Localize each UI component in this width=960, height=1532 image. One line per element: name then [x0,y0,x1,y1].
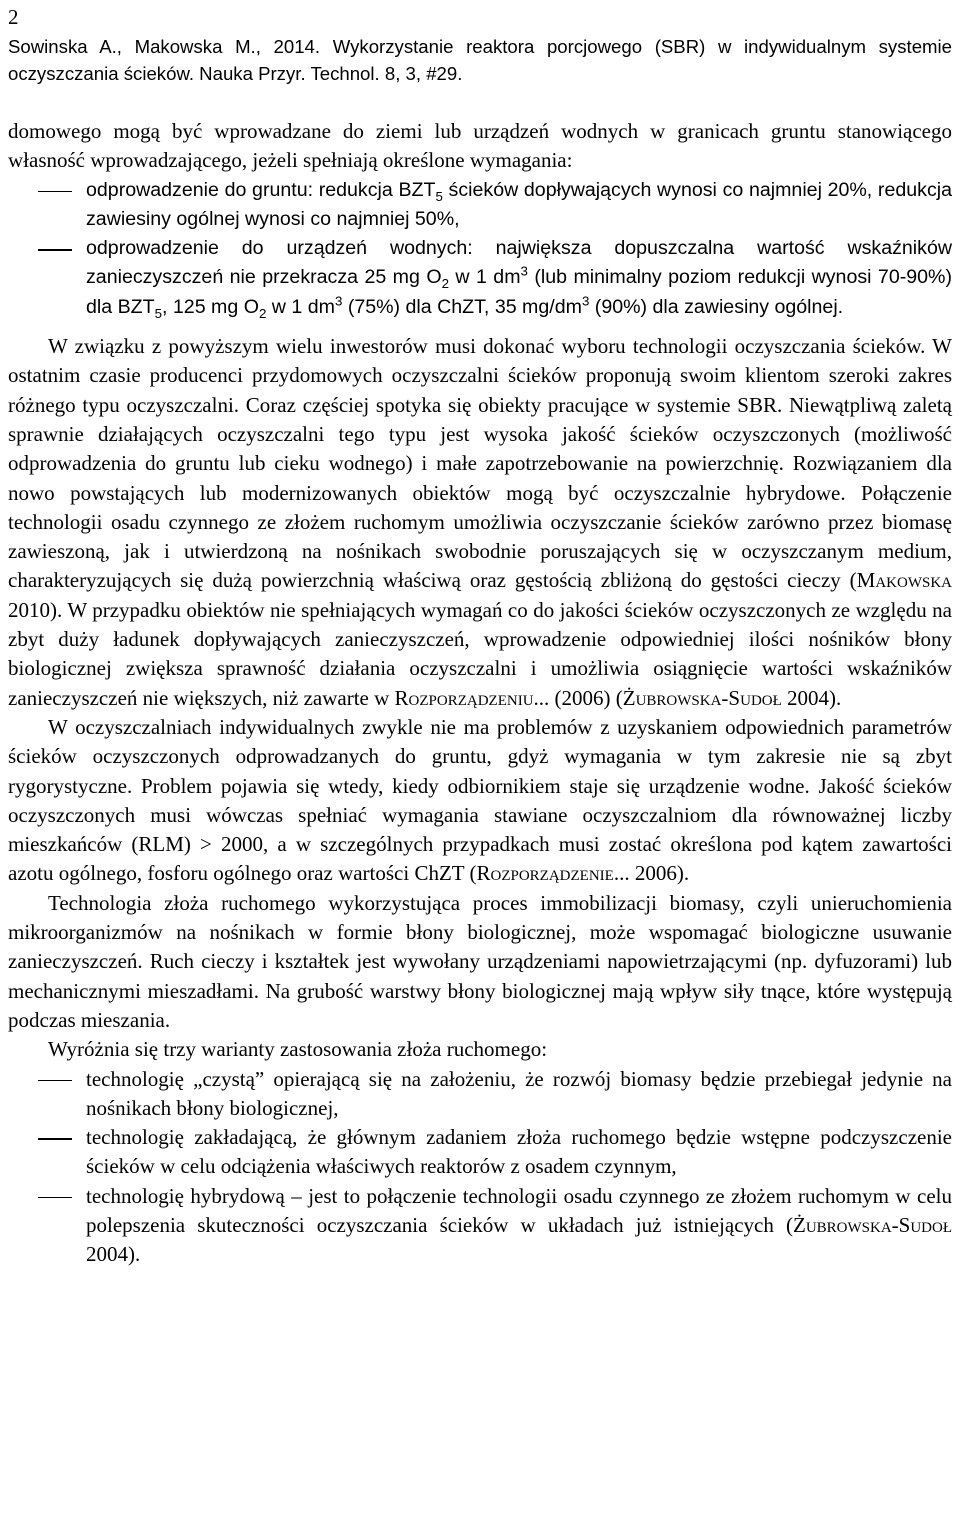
text-run: (75%) dla ChZT, 35 mg/dm [342,295,582,318]
paragraph-technology-choice [8,332,952,713]
text-run: odprowadzenie do gruntu: redukcja BZT [86,178,436,201]
citation: Żubrowska-Sudoł [793,1212,952,1237]
citation: Żubrowska-Sudoł [622,685,782,710]
text-run: ... (2006) ( [533,685,623,710]
text-run: (lub minimalny poziom redukcji wynosi 70-90%) dla BZT [86,266,952,318]
text-run: odprowadzenie do urządzeń wodnych: największa dopuszczalna wartość wskaźników zanieczyszczeń nie przekracza 25 mg O [86,237,952,289]
citation: Rozporządzenie [476,861,614,886]
superscript: 3 [334,293,343,309]
text-run: technologię hybrydową – jest to połączenie technologii osadu czynnego ze złożem ruchomym w celu polepszenia skuteczności oczyszczania ścieków w układach już istniejących ( [86,1183,952,1237]
text-run: W związku z powyższym wielu inwestorów musi dokonać wyboru technologii oczyszczania ścieków. W ostatnim czasie producenci przydomowych oczyszczalni ścieków proponują swoim klientom szeroki zakres różnego typu oczyszczalni. Coraz częściej spotyka się obiekty pracujące w systemie SBR. Niewątpliwą zaletą sprawnie działających oczyszczalni tego typu jest wysoka jakość ścieków oczyszczonych (możliwość odprowadzenia do gruntu lub cieku wodnego) i małe zapotrzebowanie na powierzchnię. Rozwiązaniem dla nowo powstających lub modernizowanych obiektów mogą być oczyszczalnie hybrydowe. Połączenie technologii osadu czynnego ze złożem ruchomym umożliwia oczyszczanie ścieków zarówno przez biomasę zawieszoną, jak i utwierdzoną na nośnikach swobodnie poruszających się w oczyszczanym medium, charakteryzujących się dużą powierzchnią właściwą oraz gęstością zbliżoną do gęstości cieczy ( [8,334,952,593]
text-run: ścieków dopływających wynosi co najmniej 20%, redukcja zawiesiny ogólnej wynosi co najmniej 50%, [86,178,952,230]
paragraph-variants-intro: Wyróżnia się trzy warianty zastosowania złoża ruchomego: [48,1037,548,1062]
text-run: 2004). [86,1242,141,1267]
text-run: , 125 mg O [162,295,259,318]
paragraph-intro: domowego mogą być wprowadzane do ziemi lub urządzeń wodnych w granicach gruntu stanowiącego własność wprowadzającego, jeżeli spełniają określone wymagania: [8,119,952,173]
text-run: w 1 dm [266,295,335,318]
text-run: 2004). [781,685,842,710]
variant-item: technologię „czystą” opierającą się na założeniu, że rozwój biomasy będzie przebiegał jedynie na nośnikach błony biologicznej, [8,1065,952,1124]
paragraph-individual-plants [8,713,952,889]
page-number: 2 [8,5,19,29]
running-header: Sowinska A., Makowska M., 2014. Wykorzystanie reaktora porcjowego (SBR) w indywidualnym systemie oczyszczania ścieków. Nauka Przyr. Technol. 8, 3, #29. [8,36,952,84]
paragraph-moving-bed: Technologia złoża ruchomego wykorzystująca proces immobilizacji biomasy, czyli unieruchomienia mikroorganizmów na nośnikach w formie błony biologicznej, może wspomagać biologiczne usuwanie zanieczyszczeń. Ruch cieczy i kształtek jest wywołany urządzeniami napowietrzającymi (np. dyfuzorami) lub mechanicznymi mieszadłami. Na grubość warstwy błony biologicznej mają wpływ siły tnące, które występują podczas mieszania. [8,890,952,1032]
citation: Makowska [856,568,952,593]
text-run: 2010). W przypadku obiektów nie spełniających wymagań co do jakości ścieków oczyszczonych ze względu na zbyt duży ładunek dopływających zanieczyszczeń, wprowadzenie odpowiedniej ilości nośników błony biologicznej zwiększa sprawność działania oczyszczalni i umożliwia osiągnięcie wartości wskaźników zanieczyszczeń nie większych, niż zawarte w [8,597,952,710]
text-run: (90%) dla zawiesiny ogólnej. [589,295,844,318]
text-run: w 1 dm [448,266,521,289]
text-run: ... 2006). [613,861,690,886]
subscript: 5 [435,188,443,204]
requirement-ground [8,176,952,235]
subscript: 2 [258,305,267,321]
subscript: 2 [441,276,449,292]
superscript: 3 [581,293,590,309]
subscript: 5 [154,305,163,321]
variant-item: technologię zakładającą, że głównym zadaniem złoża ruchomego będzie wstępne podczyszczenie ścieków w celu odciążenia właściwych reaktorów z osadem czynnym, [8,1123,952,1182]
requirements-list [8,176,952,322]
superscript: 3 [520,263,528,279]
article-body [8,117,952,1270]
variants-list [8,1065,952,1270]
citation: Rozporządzeniu [394,685,534,710]
requirement-water [8,234,952,322]
variant-item-hybrid [8,1182,952,1270]
text-run: W oczyszczalniach indywidualnych zwykle nie ma problemów z uzyskaniem odpowiednich parametrów ścieków oczyszczonych odprowadzanych do gruntu, gdyż wymagania w tym zakresie nie są zbyt rygorystyczne. Problem pojawia się wtedy, kiedy odbiornikiem staje się urządzenie wodne. Jakość ścieków oczyszczonych musi wówczas spełniać wymagania stawiane oczyszczalniom dla równoważnej liczby mieszkańców (RLM) > 2000, a w szczególnych przypadkach musi zostać określona pod kątem zawartości azotu ogólnego, fosforu ogólnego oraz wartości ChZT ( [8,714,952,886]
